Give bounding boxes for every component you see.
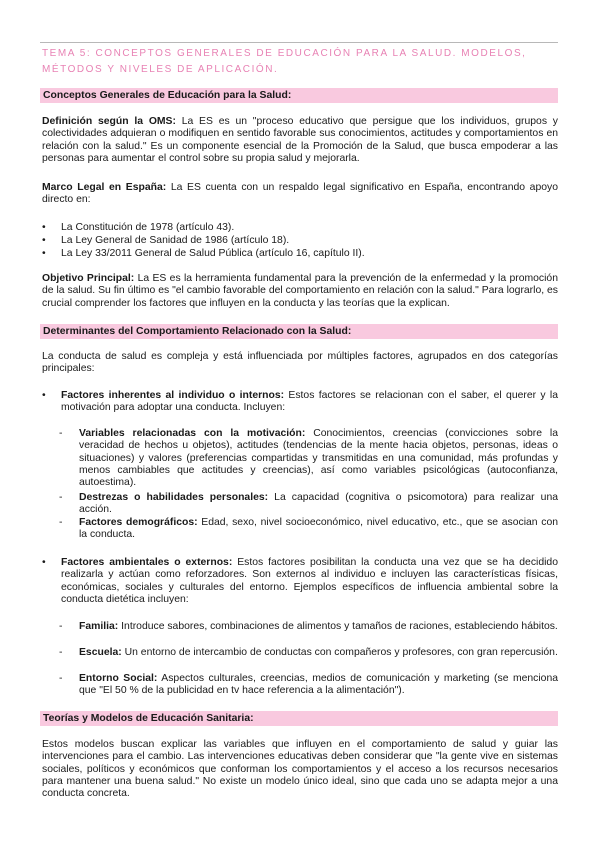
determinants-intro: La conducta de salud es compleja y está influenciada por múltiples factores, agrupados en dos categorías principales: [42,351,558,375]
top-rule [40,42,558,43]
bullet-icon: • [42,557,46,568]
bullet-icon: • [42,222,46,233]
dash-icon: - [59,621,63,632]
internal-item-skills: - Destrezas o habilidades personales: La capacidad (cognitiva o psicomotora) para realizar una acción. [59,492,559,516]
legal-framework [42,182,558,207]
objective-text: La ES es la herramienta fundamental para la prevención de la enfermedad y la promoción de la salud. Su fin último es "el cambio favorable del comportamiento en relación con la salud." Para lograrlo, es crucial comprender los factores que influyen en la conducta y las teorías que la explican. [42,273,558,309]
external-item-school: - Escuela: Un entorno de intercambio de conductas con compañeros y profesores, con gran repercusión. [59,647,558,658]
objective-label: Objetivo Principal: [42,273,135,284]
internal-item-demographic: - Factores demográficos: Edad, sexo, nivel socioeconómico, nivel educativo, etc., que se asocian con la conducta. [59,517,558,541]
page-title: TEMA 5: CONCEPTOS GENERALES DE EDUCACIÓN PARA LA SALUD. MODELOS, MÉTODOS Y NIVELES DE APLICACIÓN. [42,48,527,75]
models-text: Estos modelos buscan explicar las variables que influyen en el comportamiento de salud y guiar las intervenciones para el cambio. Las intervenciones educativas deben considerar que "la gente vive en sistemas sociales, políticos y económicos que conforman los comportamientos y el acceso a los recursos necesarios para mantener una buena salud." No existe un modelo único ideal, sino que cada uno se adapta mejor a una conducta concreta. [42,739,558,800]
internal-item-motivation: - Variables relacionadas con la motivación: Conocimientos, creencias (convicciones sobre la veracidad de hechos u objetos), actitudes (tendencias de la mente hacia objetos, personas, ideas o situaciones) y valores (preferencias compartidas y transmitidas en una comunidad, más profundas y menos cambiables que actitudes y creencias), así como variables psicológicas (autoconfianza, autoestima). [59,428,558,489]
bullet-icon: • [42,235,46,246]
legal-label: Marco Legal en España: [42,182,167,193]
bullet-icon: • [42,248,46,259]
main-objective [42,273,558,310]
dash-icon: - [59,517,63,528]
dash-icon: - [59,647,63,658]
bullet-icon: • [42,390,46,401]
oms-label: Definición según la OMS: [42,116,176,127]
section-heading-conceptos: Conceptos Generales de Educación para la Salud: [40,88,558,103]
external-item-family: - Familia: Introduce sabores, combinaciones de alimentos y tamaños de raciones, estableciendo hábitos. [59,621,558,632]
dash-icon: - [59,673,63,684]
section-heading-teorias: Teorías y Modelos de Educación Sanitaria: [40,711,558,726]
section-heading-determinantes: Determinantes del Comportamiento Relacionado con la Salud: [40,324,558,339]
internal-label: Factores inherentes al individuo o internos: [61,390,285,401]
external-label: Factores ambientales o externos: [61,557,233,568]
external-factors [42,557,558,606]
internal-factors [42,390,558,415]
oms-text: La ES es un "proceso educativo que persigue que los individuos, grupos y colectividades adquieran o modifiquen en sentido favorable sus conocimientos, actitudes y comportamientos en relación con la salud." Es un componente esencial de la Promoción de la Salud, que busca empoderar a las personas para aumentar el control sobre su propia salud y mejorarla. [42,116,558,164]
dash-icon: - [59,492,63,503]
dash-icon: - [59,428,63,439]
oms-definition [42,116,558,165]
legal-text: La ES cuenta con un respaldo legal significativo en España, encontrando apoyo directo en: [42,182,558,206]
internal-text: Estos factores se relacionan con el saber, el querer y la motivación para adoptar una conducta. Incluyen: [61,390,558,414]
external-item-social: - Entorno Social: Aspectos culturales, creencias, medios de comunicación y marketing (se menciona que "El 50 % de la publicidad en tv hace referencia a la alimentación"). [59,673,559,697]
external-text: Estos factores posibilitan la conducta una vez que se ha decidido realizarla y actúan como reforzadores. Son externos al individuo e incluyen las características físicas, económicas, sociales y culturales del entorno. Ejemplos específicos de influencia ambiental sobre la conducta dietética incluyen: [61,557,558,605]
